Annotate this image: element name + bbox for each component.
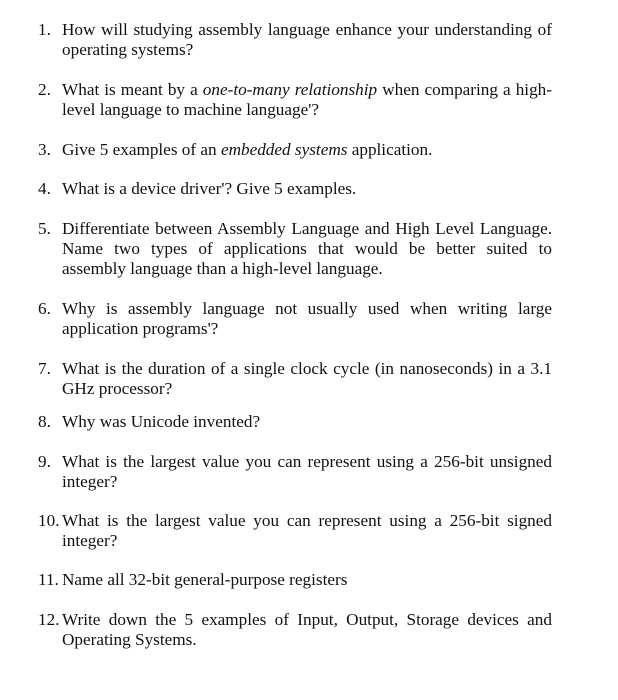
question-10: [38, 511, 552, 551]
question-number: 5.: [38, 219, 51, 238]
question-4: [38, 179, 552, 199]
question-text: Give 5 examples of an embedded systems application.: [62, 140, 433, 159]
question-1: [38, 20, 552, 60]
question-7: [38, 359, 552, 399]
question-text: What is the duration of a single clock cycle (in nanoseconds) in a 3.1 GHz processor?: [62, 359, 552, 398]
question-number: 11.: [38, 570, 59, 589]
question-number: 3.: [38, 140, 51, 159]
question-text: What is the largest value you can represent using a 256-bit unsigned integer?: [62, 452, 552, 491]
question-number: 1.: [38, 20, 51, 39]
question-number: 9.: [38, 452, 51, 471]
italic-term: one-to-many relationship: [202, 80, 378, 99]
question-text: Why was Unicode invented?: [62, 412, 261, 431]
question-6: [38, 299, 552, 339]
question-number: 6.: [38, 299, 51, 318]
question-text: How will studying assembly language enhance your understanding of operating systems?: [62, 20, 552, 59]
question-text: Name all 32-bit general-purpose registers: [62, 570, 348, 589]
question-text: What is the largest value you can represent using a 256-bit signed integer?: [62, 511, 552, 550]
question-number: 7.: [38, 359, 51, 378]
question-5: [38, 219, 552, 279]
question-number: 8.: [38, 412, 51, 431]
question-text: Differentiate between Assembly Language and High Level Language. Name two types of applications that would be better suited to assembly language than a high-level language.: [62, 219, 552, 278]
question-12: [38, 610, 552, 650]
question-number: 4.: [38, 179, 51, 198]
question-number: 12.: [38, 610, 60, 629]
question-8: [38, 412, 552, 432]
question-text: What is meant by a one-to-many relationship when comparing a high-level language to machine language'?: [62, 80, 552, 119]
question-text: What is a device driver'? Give 5 examples.: [62, 179, 357, 198]
question-2: [38, 80, 552, 120]
question-text: Why is assembly language not usually used when writing large application programs'?: [62, 299, 552, 338]
question-9: [38, 452, 552, 492]
question-number: 10.: [38, 511, 60, 530]
question-3: [38, 140, 552, 160]
question-number: 2.: [38, 80, 51, 99]
italic-term: embedded systems: [220, 140, 348, 159]
question-text: Write down the 5 examples of Input, Output, Storage devices and Operating Systems.: [62, 610, 552, 649]
question-11: [38, 570, 552, 590]
